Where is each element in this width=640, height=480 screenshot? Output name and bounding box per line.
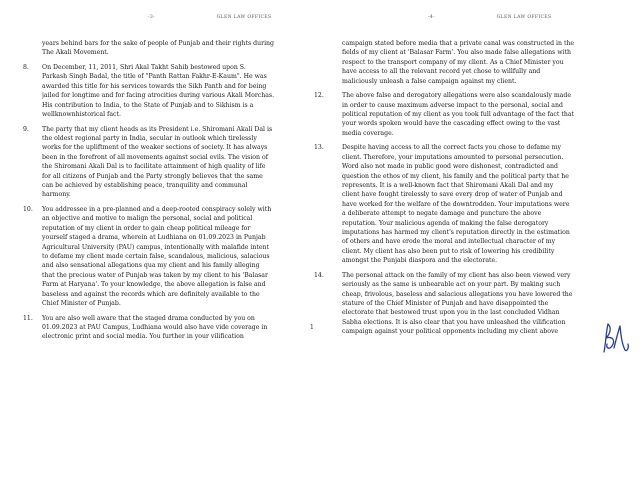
- text-line: been in the forefront of all movements against social evils. The vision of: [42, 153, 268, 161]
- paragraph-number: 10.: [23, 206, 33, 213]
- text-line: campaign against your political opponents including my client above: [342, 328, 559, 336]
- right-firm-name: GLEN LAW OFFICES: [496, 15, 552, 20]
- text-line: the Shiromani Akali Dal is to facilitate attainment of high quality of life: [42, 163, 266, 171]
- text-line: Despite having access to all the correct facts you chose to defame my: [342, 144, 561, 152]
- text-line: media coverage.: [342, 129, 394, 137]
- text-line: stature of the Chief Minister of Punjab and have disappointed the: [342, 300, 549, 307]
- text-line: amongst the Punjabi diaspora and the electorate.: [342, 257, 498, 265]
- text-line: cheap, frivolous, baseless and salacious allegations you have lowered the: [342, 290, 573, 298]
- text-line: reputation. Your malicious agenda of making the false derogatory: [342, 219, 549, 227]
- right-page-number: -4-: [428, 15, 435, 20]
- text-line: for all citizens of Punjab and the Party strongly believes that the same: [42, 172, 263, 180]
- text-line: and also sensational allegations qua my client and his family alleging: [42, 262, 260, 270]
- text-line: jailed for longtime and for facing atrocities during various Akali Morchas.: [42, 92, 275, 100]
- text-line: awarded this title for his services towards the Sikh Panth and for being: [42, 82, 267, 90]
- text-line: political reputation of my client as you took full advantage of the fact that: [342, 111, 574, 118]
- text-line: Parkash Singh Badal, the title of "Panth Rattan Fakhr-E-Kaum". He was: [42, 73, 267, 81]
- text-line: respect to the transport company of my client. As a Chief Minister you: [342, 58, 564, 66]
- text-line: reputation of my client in order to gain cheap political mileage for: [42, 224, 251, 232]
- left-page-number: -3-: [148, 15, 155, 20]
- text-line: to defame my client made certain false, scandalous, malicious, salacious: [42, 253, 270, 260]
- right-page: [314, 0, 640, 480]
- text-line: an objective and motive to malign the personal, social and political: [42, 215, 253, 223]
- left-firm-name: GLEN LAW OFFICES: [216, 15, 272, 20]
- text-line: The personal attack on the family of my client has also been viewed very: [342, 271, 571, 279]
- text-line: The above false and derogatory allegations were also scandalously made: [342, 92, 571, 100]
- paragraph-number: 13.: [314, 144, 324, 152]
- text-line: imputations has harmed my client's reputation directly in the estimation: [342, 229, 570, 236]
- text-line: the oldest regional party in India, secular in outlook which tirelessly: [42, 135, 257, 142]
- right-page-header: [428, 15, 551, 20]
- text-line: wellknownhistorical fact.: [42, 111, 121, 118]
- text-line: client have fought tirelessly to save every drop of water of Punjab and: [342, 191, 563, 199]
- text-line: electorate that bestowed trust upon you in the last concluded Vidhan: [342, 309, 560, 317]
- paragraph-number: 11.: [23, 314, 33, 322]
- paragraph-number: 8.: [23, 64, 29, 71]
- text-line: represents. It is a well-known fact that Shiromani Akali Dal and my: [342, 182, 554, 189]
- text-line: have access to all the relevant record yet chose to willfully and: [342, 68, 541, 76]
- text-line: Agricultural University (PAU) campus, intentionally with malafide intent: [42, 243, 270, 251]
- text-line: baseless and against the records which are definitely available to the: [42, 290, 260, 298]
- text-line: can be achieved by establishing peace, tranquility and communal: [42, 182, 248, 189]
- text-line: years behind bars for the sake of people of Punjab and their rights during: [42, 40, 275, 47]
- text-line: The Akali Movement.: [42, 49, 109, 57]
- left-page-header: [148, 15, 271, 20]
- text-line: The party that my client heads as its President i.e. Shiromani Akali Dal is: [42, 125, 273, 133]
- text-line: seriously as the same is unbearable act on your part. By making such: [342, 281, 561, 289]
- text-line: 01.09.2023 at PAU Campus, Ludhiana would also have vide coverage in: [42, 324, 268, 331]
- text-line: client. My client has also been put to risk of lowering his credibility: [342, 247, 555, 255]
- text-line: question the ethos of my client, his family and the political party that he: [342, 172, 569, 180]
- text-line: On December, 11, 2011, Shri Akal Takht Sahib bestowed upon S.: [42, 64, 246, 71]
- left-page: [0, 0, 312, 480]
- text-line: that the precious water of Punjab was taken by my client to his 'Balasar: [42, 271, 268, 279]
- text-line: in order to cause maximum adverse impact to the personal, social and: [342, 101, 563, 109]
- margin-mark: 1: [310, 324, 314, 331]
- text-line: a deliberate attempt to negate damage and puncture the above: [342, 210, 542, 218]
- text-line: His contribution to India, to the State of Punjab and to Sikhism is a: [42, 101, 254, 109]
- text-line: of others and have erode the moral and intellectual character of my: [342, 238, 556, 246]
- paragraph-number: 14.: [314, 271, 324, 279]
- text-line: maliciously unleash a false campaign against my client.: [342, 77, 517, 85]
- text-line: campaign stated before media that a private canal was constructed in the: [342, 40, 575, 47]
- text-line: You addressee in a pre-planned and a deep-rooted conspiracy solely with: [42, 206, 272, 213]
- text-line: Word also not made in public good were dishonest, contradicted and: [342, 163, 558, 171]
- text-line: have worked for the welfare of the downtrodden. Your imputations were: [342, 200, 570, 208]
- text-line: Farm at Haryana'. To your knowledge, the above allegation is false and: [42, 281, 266, 289]
- signature-mark: [598, 318, 632, 358]
- paragraph-number: 12.: [314, 92, 324, 100]
- text-line: yourself staged a drama, wherein at Ludhiana on 01.09.2023 in Punjab: [42, 234, 266, 242]
- text-line: Chief Minister of Punjab.: [42, 300, 121, 307]
- text-line: electronic print and social media. You further in your vilification: [42, 333, 244, 341]
- text-line: your words spoken would have the cascading effect owing to the vast: [342, 120, 561, 128]
- text-line: harmony.: [42, 191, 71, 199]
- text-line: Sabha elections. It is also clear that you have unleashed the vilification: [342, 318, 566, 326]
- text-line: fields of my client at 'Balasar Farm'. You also made false allegations with: [342, 49, 571, 57]
- text-line: works for the upliftment of the weaker sections of society. It has always: [42, 144, 268, 152]
- text-line: client. Therefore, your imputations amounted to personal persecution.: [342, 153, 564, 161]
- text-line: You are also well aware that the staged drama conducted by you on: [42, 314, 255, 322]
- paragraph-number: 9.: [23, 125, 29, 133]
